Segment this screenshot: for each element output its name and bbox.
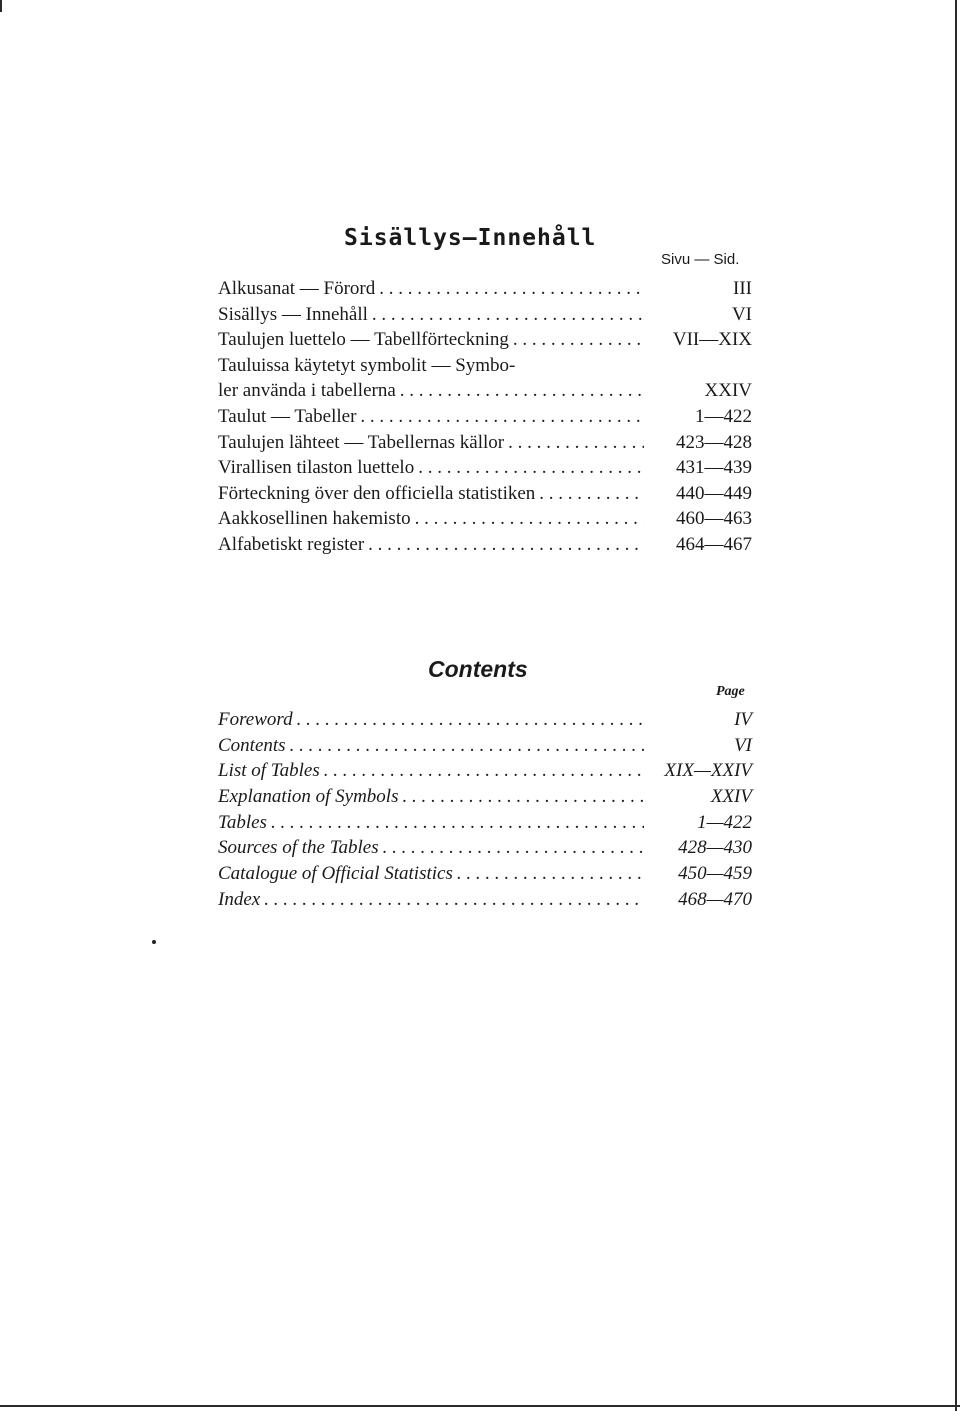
- dot-leader: [383, 837, 644, 859]
- toc-entry: [218, 889, 752, 915]
- scan-border-bottom: [0, 1405, 960, 1407]
- toc-entry: [218, 406, 752, 432]
- dot-leader: [324, 760, 644, 782]
- toc-entry: [218, 355, 752, 381]
- toc-entry-label: Taulujen luettelo — Tabellförteckning: [218, 329, 509, 351]
- toc-entry-pages: VII—XIX: [672, 329, 752, 351]
- toc-entry: [218, 380, 752, 406]
- toc-entry: [218, 735, 752, 761]
- english-toc-title: Contents: [428, 656, 528, 682]
- toc-entry-pages: 440—449: [676, 482, 752, 504]
- toc-entry-label: Virallisen tilaston luettelo: [218, 457, 415, 479]
- dot-leader: [539, 483, 644, 505]
- toc-entry-pages: XXIV: [710, 786, 752, 808]
- dot-leader: [360, 406, 644, 428]
- toc-entry: [218, 863, 752, 889]
- toc-entry: [218, 709, 752, 735]
- scan-speck: [152, 940, 156, 944]
- toc-entry-pages: IV: [734, 709, 752, 730]
- toc-entry-label: Catalogue of Official Statistics: [218, 863, 453, 885]
- swedish-page-column-heading: Sivu — Sid.: [661, 251, 740, 268]
- toc-entry-label: Aakkosellinen hakemisto: [218, 508, 411, 530]
- toc-entry-label: Foreword: [218, 709, 293, 730]
- dot-leader: [400, 380, 644, 402]
- toc-entry-pages: 1—422: [695, 405, 752, 427]
- toc-entry: [218, 534, 752, 560]
- toc-entry: [218, 786, 752, 812]
- toc-entry: [218, 508, 752, 534]
- dot-leader: [457, 863, 644, 885]
- toc-entry: [218, 760, 752, 786]
- toc-entry-label: Alfabetiskt register: [218, 533, 365, 555]
- toc-entry-pages: 431—439: [676, 457, 752, 479]
- scan-border-right: [955, 0, 957, 1411]
- toc-entry-label: ler använda i tabellerna: [218, 380, 396, 402]
- toc-entry: [218, 483, 752, 509]
- english-toc-list: [218, 709, 752, 915]
- toc-entry: [218, 837, 752, 863]
- toc-entry-pages: 450—459: [678, 863, 752, 885]
- swedish-toc-title: Sisällys—Innehåll: [344, 225, 597, 251]
- dot-leader: [264, 889, 644, 911]
- toc-entry: [218, 432, 752, 458]
- dot-leader: [379, 278, 644, 300]
- toc-entry-label: Explanation of Symbols: [218, 786, 399, 808]
- dot-leader: [297, 709, 644, 731]
- toc-entry: [218, 457, 752, 483]
- toc-entry-pages: 464—467: [676, 533, 752, 555]
- toc-entry-pages: III: [733, 278, 752, 299]
- toc-entry-pages: VI: [734, 734, 752, 756]
- toc-entry-pages: XIX—XXIV: [664, 760, 752, 782]
- toc-entry-label: Förteckning över den officiella statistiken: [218, 482, 536, 504]
- scan-edge-mark: [0, 0, 2, 12]
- dot-leader: [508, 432, 644, 454]
- toc-entry-label: Tables: [218, 811, 267, 833]
- toc-entry-label: Alkusanat — Förord: [218, 278, 376, 299]
- toc-entry-pages: 423—428: [676, 431, 752, 453]
- toc-entry: [218, 329, 752, 355]
- toc-entry-label: Taulut — Tabeller: [218, 405, 357, 427]
- toc-entry-pages: VI: [731, 303, 752, 325]
- toc-entry-label: Contents: [218, 734, 286, 756]
- dot-leader: [368, 534, 644, 556]
- toc-entry-label: Taulujen lähteet — Tabellernas källor: [218, 431, 505, 453]
- dot-leader: [271, 812, 644, 834]
- toc-entry-label: Sisällys — Innehåll: [218, 303, 368, 325]
- english-page-column-heading: Page: [716, 684, 745, 699]
- dot-leader: [513, 329, 644, 351]
- toc-entry-label: List of Tables: [218, 760, 320, 782]
- toc-entry: [218, 304, 752, 330]
- toc-entry-label: Tauluissa käytetyt symbolit — Symbo-: [218, 354, 516, 376]
- dot-leader: [418, 457, 644, 479]
- toc-entry: [218, 278, 752, 304]
- toc-entry-pages: 428—430: [678, 837, 752, 859]
- dot-leader: [402, 786, 644, 808]
- toc-entry-label: Sources of the Tables: [218, 837, 379, 859]
- toc-entry-pages: XXIV: [704, 380, 752, 402]
- swedish-toc-list: [218, 278, 752, 560]
- toc-entry-pages: 468—470: [678, 888, 752, 910]
- dot-leader: [290, 735, 644, 757]
- dot-leader: [415, 508, 644, 530]
- toc-entry-pages: 460—463: [676, 508, 752, 530]
- toc-entry-pages: 1—422: [697, 811, 752, 833]
- toc-entry: [218, 812, 752, 838]
- toc-entry-label: Index: [218, 888, 261, 910]
- dot-leader: [372, 304, 644, 326]
